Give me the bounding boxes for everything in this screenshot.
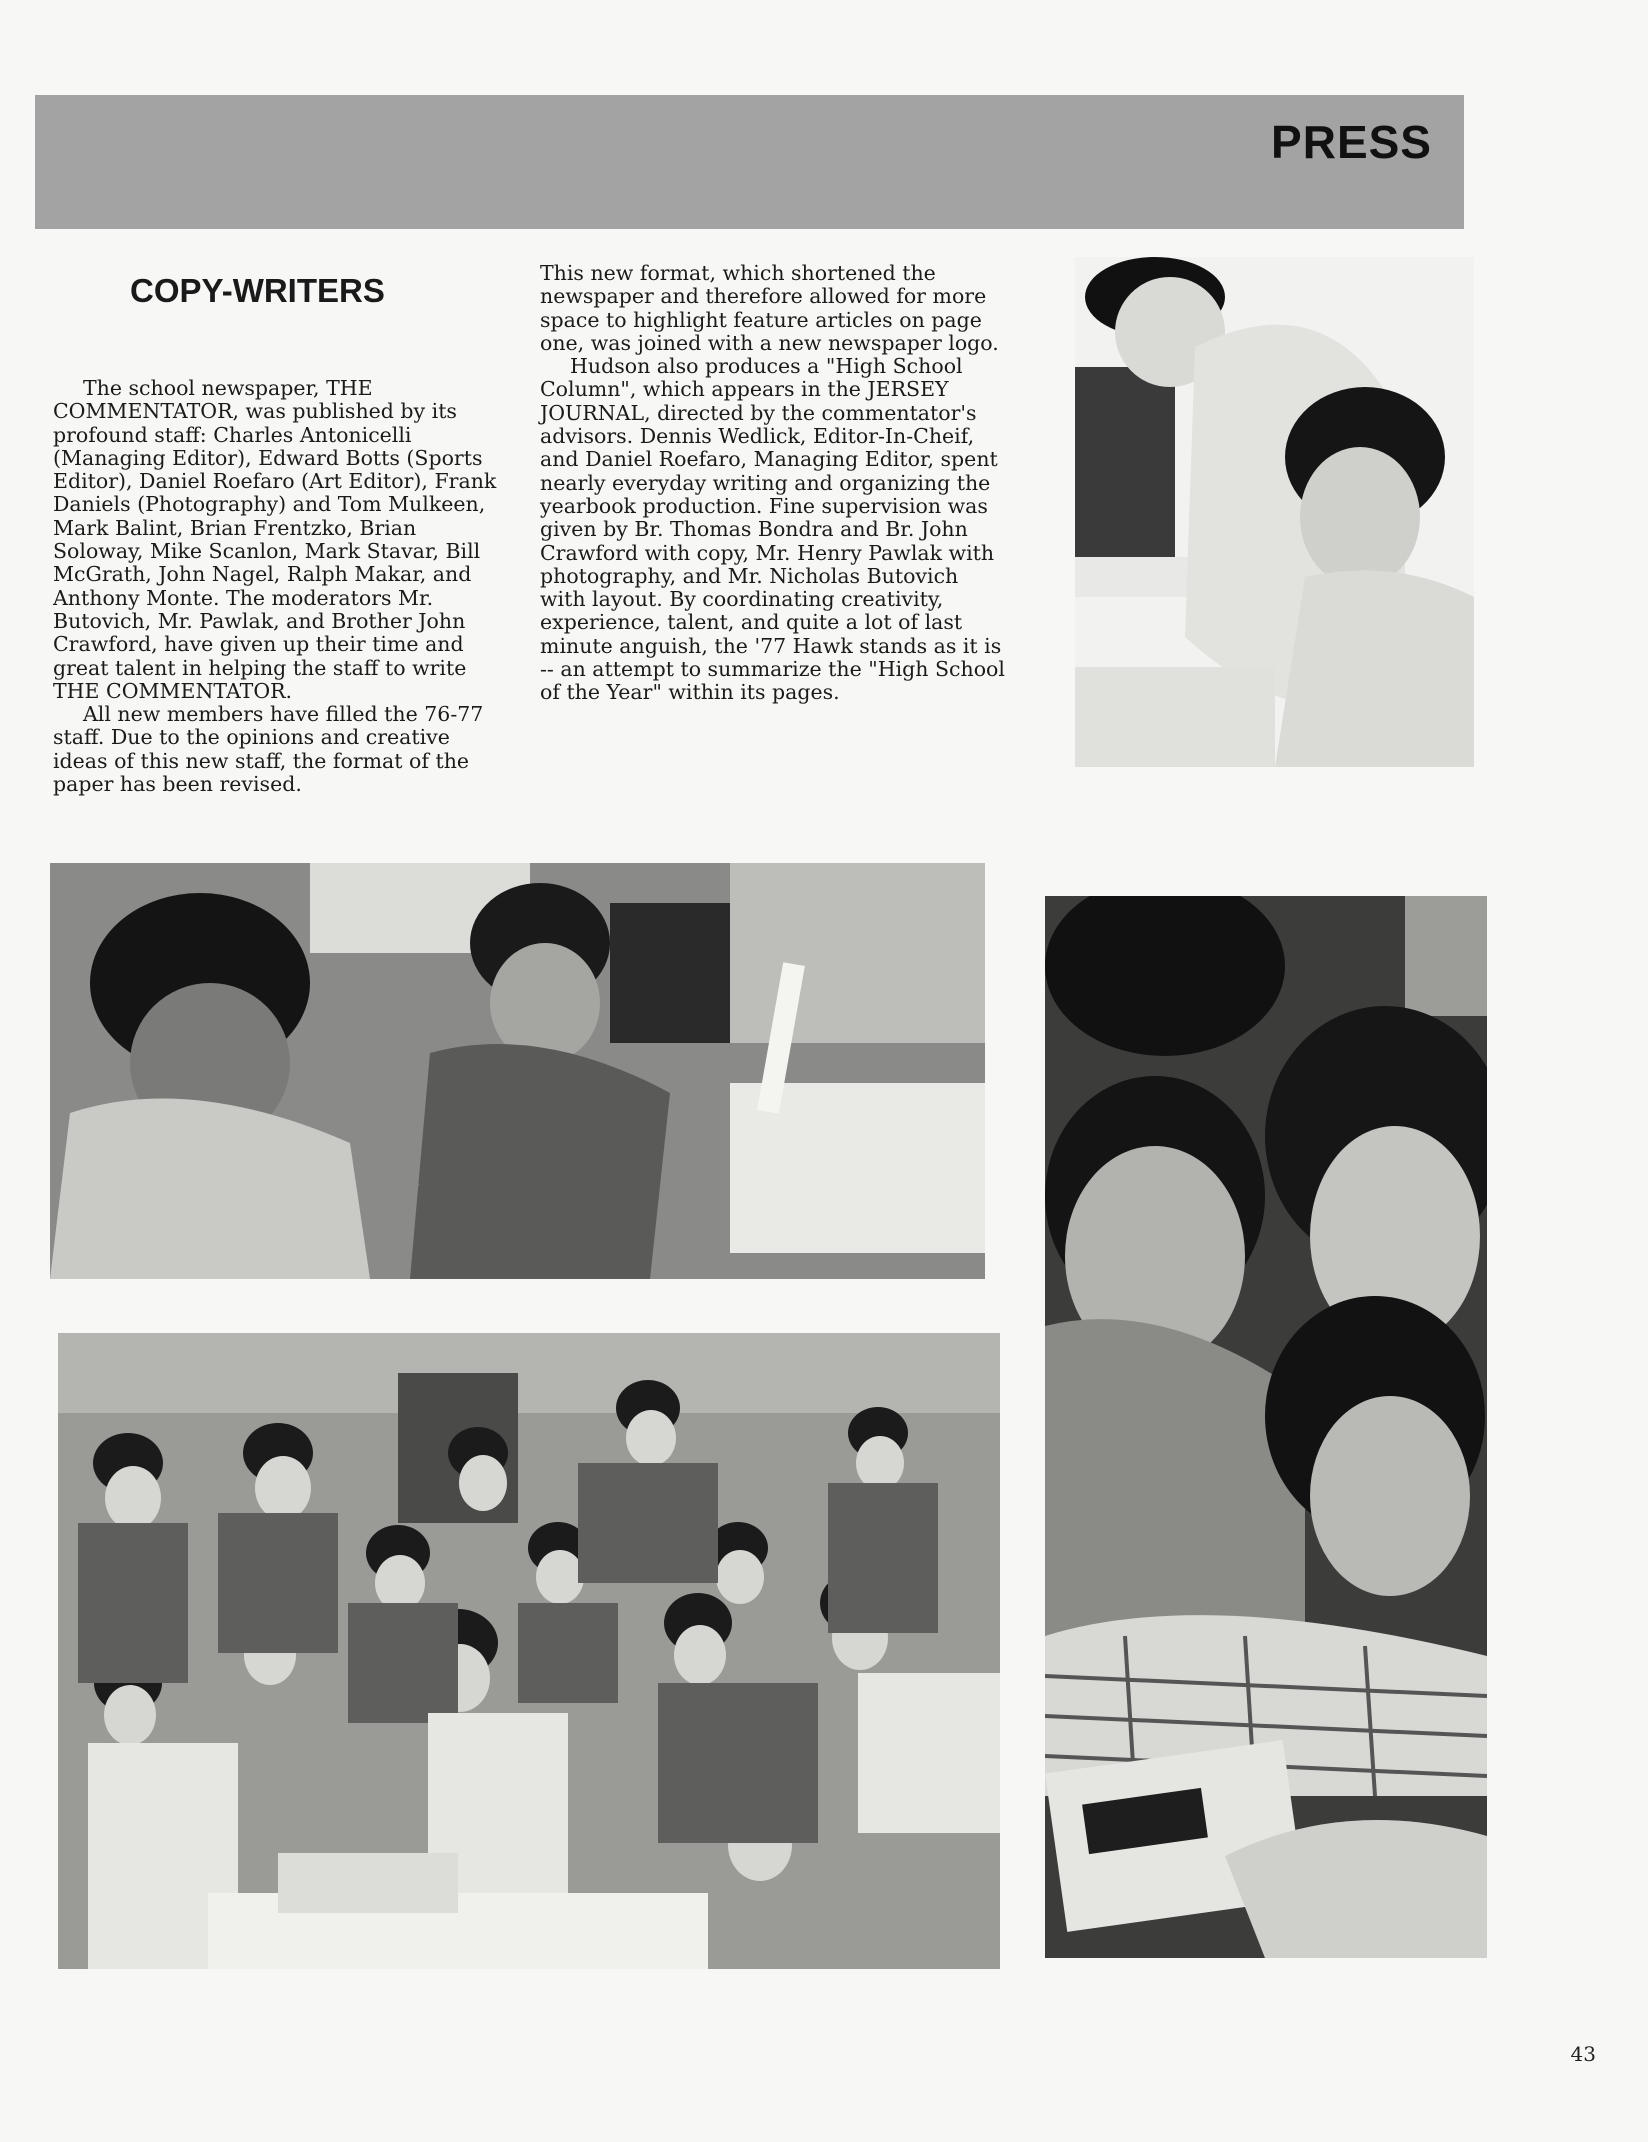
- photo-illustration: [58, 1333, 1000, 1969]
- photo-illustration: [1045, 896, 1487, 1958]
- photo-illustration: [50, 863, 985, 1279]
- page-number: 43: [1570, 2042, 1596, 2066]
- page-section-title: PRESS: [1271, 116, 1432, 168]
- text-column-left: [53, 377, 508, 796]
- text-column-middle: [540, 262, 1010, 705]
- paragraph: Hudson also produces a "High School Column", which appears in the JERSEY JOURNAL, directed by the commentator's advisors. Dennis Wedlick, Editor-In-Cheif, and Daniel Roefaro, Managing Editor, spent nearly everyday writing and organizing the yearbook production. Fine supervision was given by Br. Thomas Bondra and Br. John Crawford with copy, Mr. Henry Pawlak with photography, and Mr. Nicholas Butovich with layout. By coordinating creativity, experience, talent, and quite a lot of last minute anguish, the '77 Hawk stands as it is -- an attempt to summarize the "High School of the Year" within its pages.: [540, 354, 1005, 705]
- photo-illustration: [1075, 257, 1474, 767]
- photo-students-examining-layouts: [1045, 896, 1487, 1958]
- photo-students-at-desk: [1075, 257, 1474, 767]
- paragraph: This new format, which shortened the newspaper and therefore allowed for more space to highlight feature articles on page one, was joined with a new newspaper logo.: [540, 261, 999, 355]
- paragraph: The school newspaper, THE COMMENTATOR, was published by its profound staff: Charles Antonicelli (Managing Editor), Edward Botts (Sports Editor), Daniel Roefaro (Art Editor), Frank Daniels (Photography) and Tom Mulkeen, Mark Balint, Brian Frentzko, Brian Soloway, Mike Scanlon, Mark Stavar, Bill McGrath, John Nagel, Ralph Makar, and Anthony Monte. The moderators Mr. Butovich, Mr. Pawlak, and Brother John Crawford, have given up their time and great talent in helping the staff to write THE COMMENTATOR.: [53, 376, 497, 703]
- photo-students-with-papers: [50, 863, 985, 1279]
- section-heading: COPY-WRITERS: [130, 272, 385, 309]
- header-bar: [35, 95, 1464, 229]
- paragraph: All new members have filled the 76-77 staff. Due to the opinions and creative ideas of this new staff, the format of the paper has been revised.: [53, 702, 484, 797]
- photo-staff-group: [58, 1333, 1000, 1969]
